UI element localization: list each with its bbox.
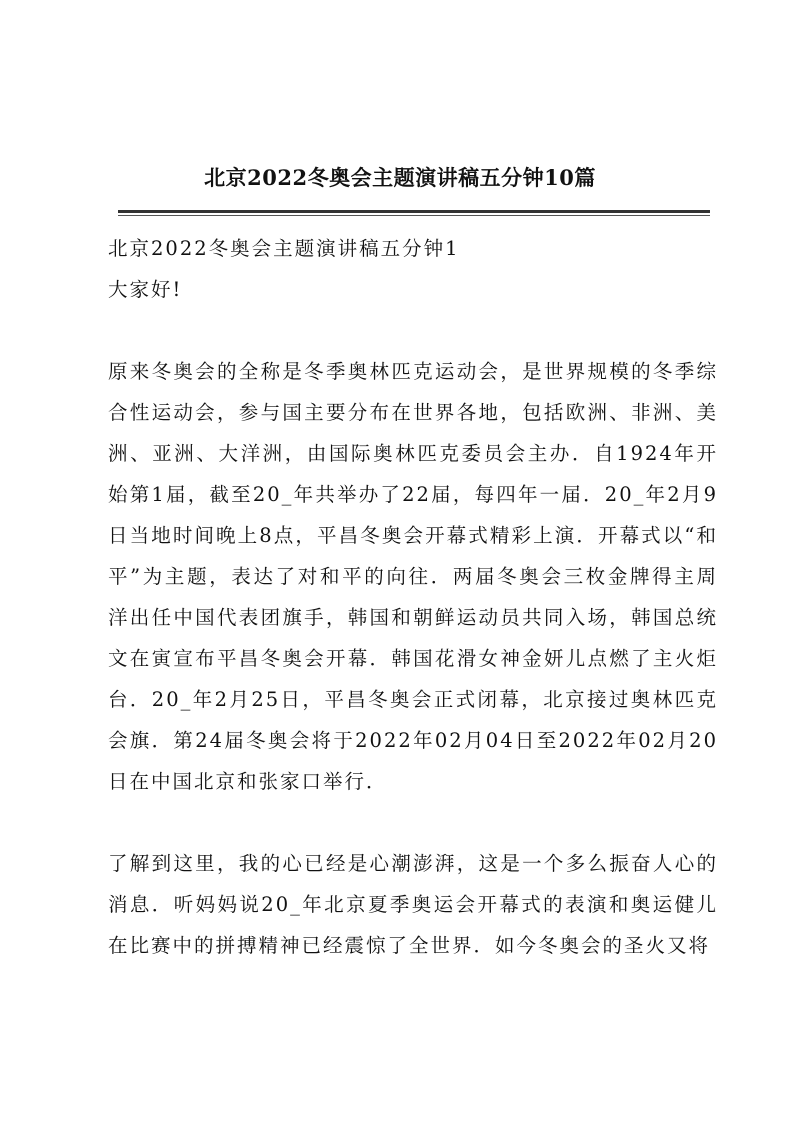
paragraph: 了解到这里，我的心已经是心潮澎湃，这是一个多么振奋人心的消息．听妈妈说20_年北京夏季奥运会开幕式的表演和奥运健儿在比赛中的拼搏精神已经震惊了全世界．如今冬奥会的圣火又将	[108, 852, 718, 957]
document-title: 北京2022冬奥会主题演讲稿五分钟10篇	[204, 165, 596, 190]
paragraph: 原来冬奥会的全称是冬季奥林匹克运动会，是世界规模的冬季综合性运动会，参与国主要分布在世界各地，包括欧洲、非洲、美洲、亚洲、大洋洲，由国际奥林匹克委员会主办．自1924年开始第1届，截至20_年共举办了22届，每四年一届．20_年2月9日当地时间晚上8点，平昌冬奥会开幕式精彩上演．开幕式以“和平”为主题，表达了对和平的向往．两届冬奥会三枚金牌得主周洋出任中国代表团旗手，韩国和朝鲜运动员共同入场，韩国总统文在寅宣布平昌冬奥会开幕．韩国花滑女神金妍儿点燃了主火炬台．20_年2月25日，平昌冬奥会正式闭幕，北京接过奥林匹克会旗．第24届冬奥会将于2022年02月04日至2022年02月20日在中国北京和张家口举行．	[108, 360, 718, 793]
document-body	[108, 228, 718, 966]
title-divider-thin	[118, 215, 710, 216]
greeting: 大家好!	[108, 278, 183, 301]
paragraph-gap	[108, 802, 718, 843]
section-heading: 北京2022冬奥会主题演讲稿五分钟1	[108, 237, 460, 260]
paragraph-gap	[108, 310, 718, 351]
title-divider-thick	[118, 210, 710, 213]
